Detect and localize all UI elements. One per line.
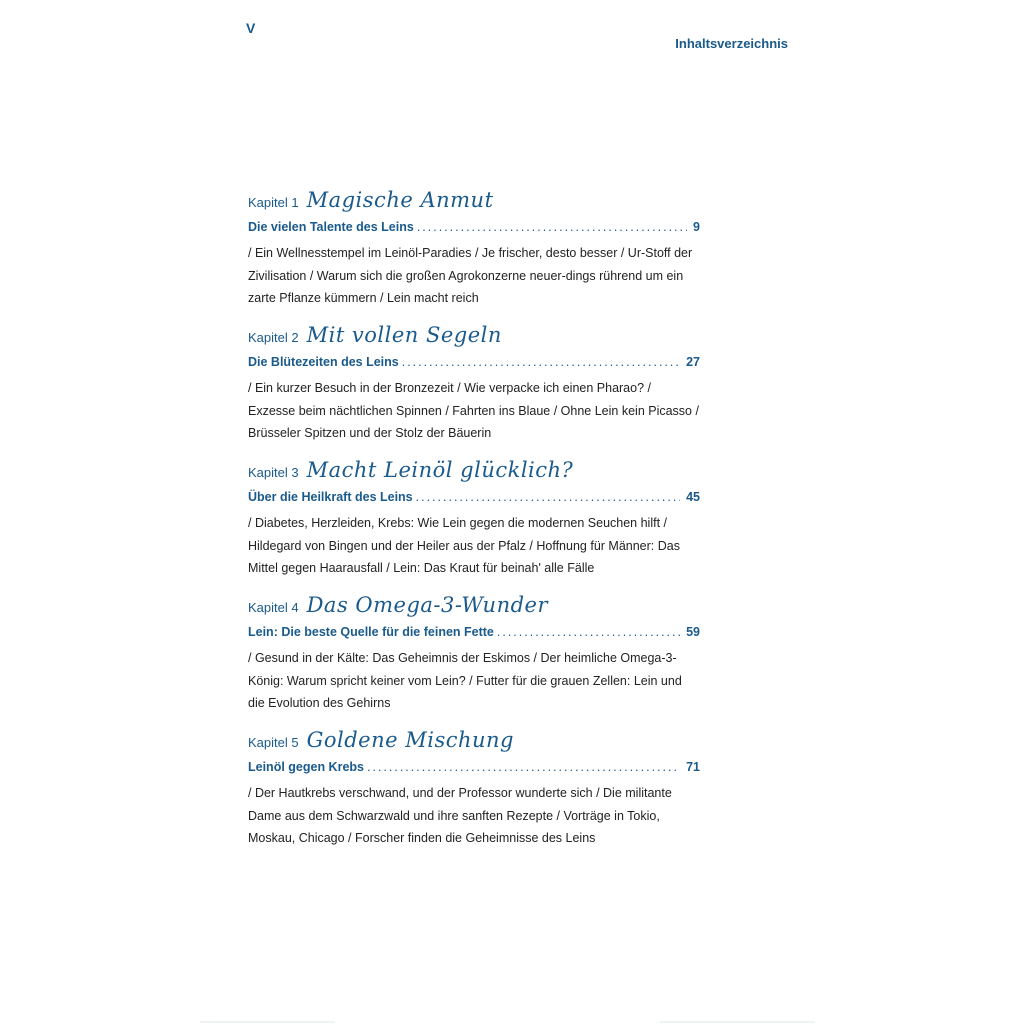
page-number: V [246, 20, 256, 36]
chapter-label: Kapitel 4 [248, 600, 299, 615]
chapter-description: / Der Hautkrebs verschwand, und der Professor wunderte sich / Die militante Dame aus dem Schwarzwald und ihre sanften Rezepte / Vorträge in Tokio, Moskau, Chicago / Forscher finden die Geheimnisse des Leins [248, 786, 672, 845]
entry-page-number: 9 [693, 220, 700, 234]
chapter-label: Kapitel 5 [248, 735, 299, 750]
running-head: Inhaltsverzeichnis [675, 36, 788, 51]
dot-leader [402, 355, 680, 369]
chapter-4 [248, 593, 700, 710]
chapter-title: Mit vollen Segeln [306, 323, 502, 347]
entry-page-number: 59 [686, 625, 700, 639]
dot-leader [367, 760, 680, 774]
chapter-title: Goldene Mischung [306, 728, 515, 752]
chapter-description: / Diabetes, Herzleiden, Krebs: Wie Lein gegen die modernen Seuchen hilft / Hildegard von Bingen und der Heiler aus der Pfalz / Hoffnung für Männer: Das Mittel gegen Haarausfall / Lein: Das Kraut für beinah' alle Fälle [248, 516, 680, 575]
chapter-description: / Ein kurzer Besuch in der Bronzezeit / Wie verpacke ich einen Pharao? / Exzesse beim nächtlichen Spinnen / Fahrten ins Blaue / Ohne Lein kein Picasso / Brüsseler Spitzen und der Stolz der Bäuerin [248, 381, 699, 440]
toc-entry[interactable] [248, 625, 700, 647]
chapter-3 [248, 458, 700, 575]
footer-rule-left [200, 1021, 335, 1023]
chapter-heading [248, 728, 700, 760]
chapter-description: / Ein Wellnesstempel im Leinöl-Paradies / Je frischer, desto besser / Ur-Stoff der Zivilisation / Warum sich die großen Agrokonzerne neuer-dings rührend um ein zarte Pflanze kümmern / Lein macht reich [248, 246, 693, 305]
entry-page-number: 45 [686, 490, 700, 504]
dot-leader [497, 625, 680, 639]
toc-entry[interactable] [248, 220, 700, 242]
footer-rule-right [660, 1021, 815, 1023]
chapter-heading [248, 458, 700, 490]
dot-leader [416, 490, 680, 504]
entry-page-number: 71 [686, 760, 700, 774]
chapter-title: Das Omega-3-Wunder [306, 593, 549, 617]
chapter-label: Kapitel 3 [248, 465, 299, 480]
entry-page-number: 27 [686, 355, 700, 369]
chapter-heading [248, 323, 700, 355]
entry-title: Lein: Die beste Quelle für die feinen Fette [248, 625, 494, 639]
chapter-2 [248, 323, 700, 440]
chapter-1 [248, 188, 700, 305]
chapter-title: Macht Leinöl glücklich? [306, 458, 574, 482]
entry-title: Leinöl gegen Krebs [248, 760, 364, 774]
toc-entry[interactable] [248, 760, 700, 782]
toc-entry[interactable] [248, 355, 700, 377]
chapter-heading [248, 188, 700, 220]
table-of-contents [248, 188, 700, 863]
entry-title: Die Blütezeiten des Leins [248, 355, 399, 369]
entry-title: Die vielen Talente des Leins [248, 220, 414, 234]
dot-leader [417, 220, 687, 234]
toc-entry[interactable] [248, 490, 700, 512]
chapter-label: Kapitel 1 [248, 195, 299, 210]
chapter-heading [248, 593, 700, 625]
chapter-description: / Gesund in der Kälte: Das Geheimnis der Eskimos / Der heimliche Omega-3-König: Warum spricht keiner vom Lein? / Futter für die grauen Zellen: Lein und die Evolution des Gehirns [248, 651, 682, 710]
chapter-5 [248, 728, 700, 845]
chapter-title: Magische Anmut [306, 188, 494, 212]
entry-title: Über die Heilkraft des Leins [248, 490, 413, 504]
chapter-label: Kapitel 2 [248, 330, 299, 345]
